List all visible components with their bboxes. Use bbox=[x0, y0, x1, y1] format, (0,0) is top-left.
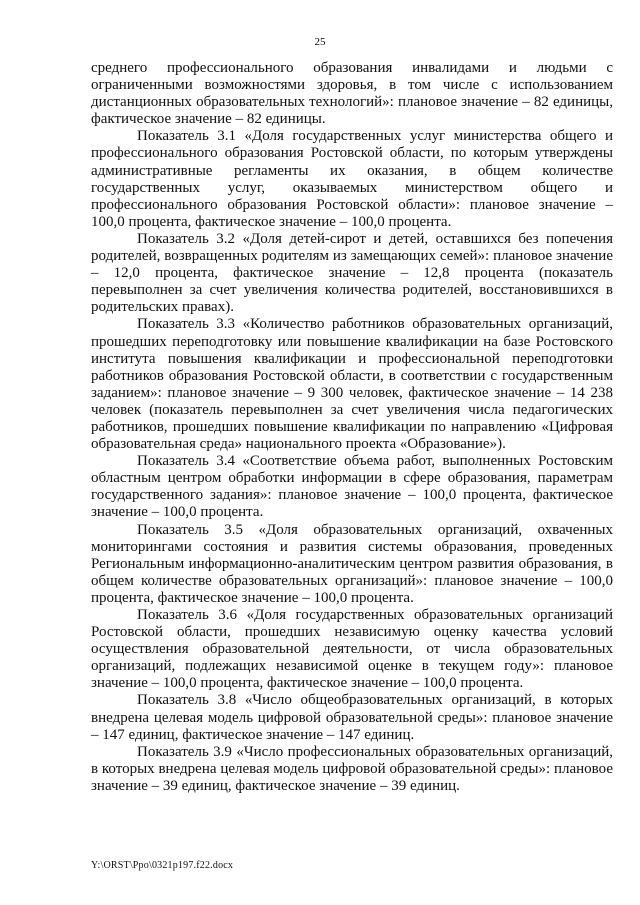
paragraph-indicator-3-2: Показатель 3.2 «Доля детей-сирот и детей, оставшихся без попечения родителей, возвращенных родителям из замещающих семей»: плановое значение – 12,0 процента, фактическое значение – 12,8 процента (показатель перевыполнен за счет увеличения количества родителей, восстановившихся в родительских правах). bbox=[91, 230, 613, 316]
paragraph-continuation: среднего профессионального образования инвалидами и людьми с ограниченными возможностями здоровья, в том числе с использованием дистанционных образовательных технологий»: плановое значение – 82 единицы, фактическое значение – 82 единицы. bbox=[91, 60, 613, 128]
paragraph-indicator-3-1: Показатель 3.1 «Доля государственных услуг министерства общего и профессионального образования Ростовской области, по которым утверждены административные регламенты их оказания, в общем количестве государственных услуг, оказываемых министерством общего и профессионального образования Ростовской области»: плановое значение – 100,0 процента, фактическое значение – 100,0 процента. bbox=[91, 128, 613, 230]
footer-file-path: Y:\ORST\Ppo\0321p197.f22.docx bbox=[91, 860, 234, 871]
paragraph-indicator-3-3: Показатель 3.3 «Количество работников образовательных организаций, прошедших переподготовку или повышение квалификации на базе Ростовского института повышения квалификации и профессиональной переподготовки работников образования Ростовской области, в соответствии с государственным заданием»: плановое значение – 9 300 человек, фактическое значение – 14 238 человек (показатель перевыполнен за счет увеличения числа педагогических работников, прошедших повышение квалификации по направлению «Цифровая образовательная среда» национального проекта «Образование»). bbox=[91, 316, 613, 453]
paragraph-indicator-3-5: Показатель 3.5 «Доля образовательных организаций, охваченных мониторингами состояния и развития системы образования, проведенных Региональным информационно-аналитическим центром развития образования, в общем количестве образовательных организаций»: плановое значение – 100,0 процента, фактическое значение – 100,0 процента. bbox=[91, 521, 613, 606]
paragraph-indicator-3-9: Показатель 3.9 «Число профессиональных образовательных организаций, в которых внедрена целевая модель цифровой образовательной среды»: плановое значение – 39 единиц, фактическое значение – 39 единиц. bbox=[91, 743, 613, 794]
document-body bbox=[91, 60, 613, 795]
page-number: 25 bbox=[314, 36, 326, 48]
paragraph-indicator-3-4: Показатель 3.4 «Соответствие объема работ, выполненных Ростовским областным центром обработки информации в сфере образования, параметрам государственного задания»: плановое значение – 100,0 процента, фактическое значение – 100,0 процента. bbox=[91, 453, 613, 521]
paragraph-indicator-3-6: Показатель 3.6 «Доля государственных образовательных организаций Ростовской области, прошедших независимую оценку качества условий осуществления образовательной деятельности, от числа образовательных организаций, подлежащих независимой оценке в текущем году»: плановое значение – 100,0 процента, фактическое значение – 100,0 процента. bbox=[91, 607, 613, 692]
paragraph-indicator-3-8: Показатель 3.8 «Число общеобразовательных организаций, в которых внедрена целевая модель цифровой образовательной среды»: плановое значение – 147 единиц, фактическое значение – 147 единиц. bbox=[91, 692, 613, 743]
